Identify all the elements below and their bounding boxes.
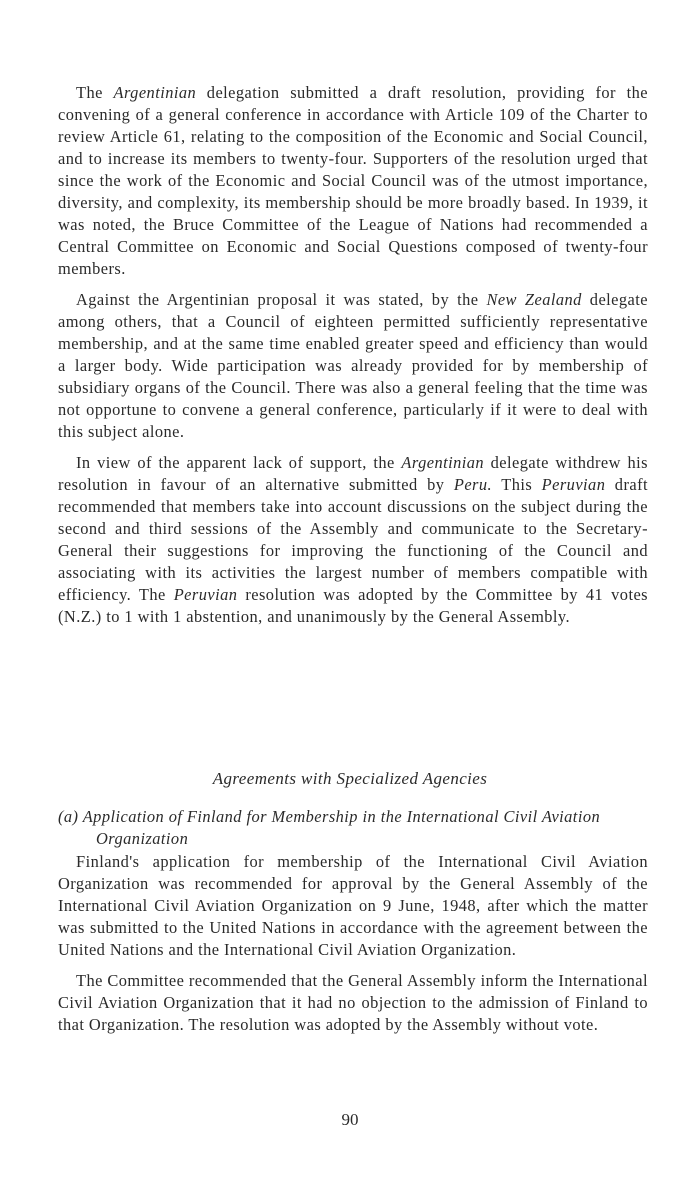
- text-run: Finland's application for membership of the International Civil Aviation Organization was recommended for approval by the General Assembly of the International Civil Aviation Organization on 9 June, 1948, after which the matter was submitted to the United Nations in accordance with the agreement between the United Nations and the International Civil Aviation Organization.: [58, 852, 648, 959]
- text-run: The Committee recommended that the General Assembly inform the International Civil Aviation Organization that it had no objection to the admission of Finland to that Organization. The resolution was adopted by the Assembly without vote.: [58, 971, 648, 1034]
- paragraph: [58, 289, 648, 443]
- italic-run: Argentinian: [401, 453, 485, 472]
- italic-run: Peruvian: [173, 585, 238, 604]
- paragraph: [58, 851, 648, 961]
- paragraph: [58, 970, 648, 1036]
- text-run: This: [492, 475, 542, 494]
- italic-run: Peru.: [453, 475, 493, 494]
- italic-run: Argentinian: [113, 83, 197, 102]
- text-run: delegate among others, that a Council of eighteen permitted sufficiently representative membership, and at the same time enabled greater speed and efficiency than would a larger body. Wide participation was already provided for by membership of subsidiary organs of the Council. There was also a general feeling that the time was not opportune to convene a general conference, particularly if it were to deal with this subject alone.: [58, 290, 648, 441]
- text-run: resolution was adopted by the Committee by 41 votes (N.Z.) to 1 with 1 abstention, and unanimously by the General Assembly.: [58, 585, 648, 626]
- italic-run: New Zealand: [486, 290, 582, 309]
- body-section-finland: [58, 851, 648, 1045]
- paragraph: [58, 452, 648, 628]
- page-number: 90: [341, 1110, 359, 1129]
- italic-run: Peruvian: [541, 475, 606, 494]
- text-run: delegation submitted a draft resolution, providing for the convening of a general conference in accordance with Article 109 of the Charter to review Article 61, relating to the composition of the Economic and Social Council, and to increase its members to twenty-four. Supporters of the resolution urged that since the work of the Economic and Social Council was of the utmost importance, diversity, and complexity, its membership should be more broadly based. In 1939, it was noted, the Bruce Committee of the League of Nations had recommended a Central Committee on Economic and Social Questions composed of twenty-four members.: [58, 83, 648, 278]
- body-section-ecosoc: [58, 82, 648, 637]
- text-run: Against the Argentinian proposal it was stated, by the: [76, 290, 487, 309]
- text-run: draft recommended that members take into account discussions on the subject during the second and third sessions of the Assembly and communicate to the Secretary-General their suggestions for improving the functioning of the Council and associating with its activities the largest number of members compatible with efficiency. The: [58, 475, 648, 604]
- text-run: In view of the apparent lack of support, the: [76, 453, 402, 472]
- section-heading: Agreements with Specialized Agencies: [212, 769, 488, 788]
- paragraph: [58, 82, 648, 280]
- text-run: delegate withdrew his resolution in favour of an alternative submitted by: [58, 453, 648, 494]
- subsection-heading: (a) Application of Finland for Membership in the International Civil Aviation Organization: [58, 807, 601, 848]
- text-run: The: [76, 83, 114, 102]
